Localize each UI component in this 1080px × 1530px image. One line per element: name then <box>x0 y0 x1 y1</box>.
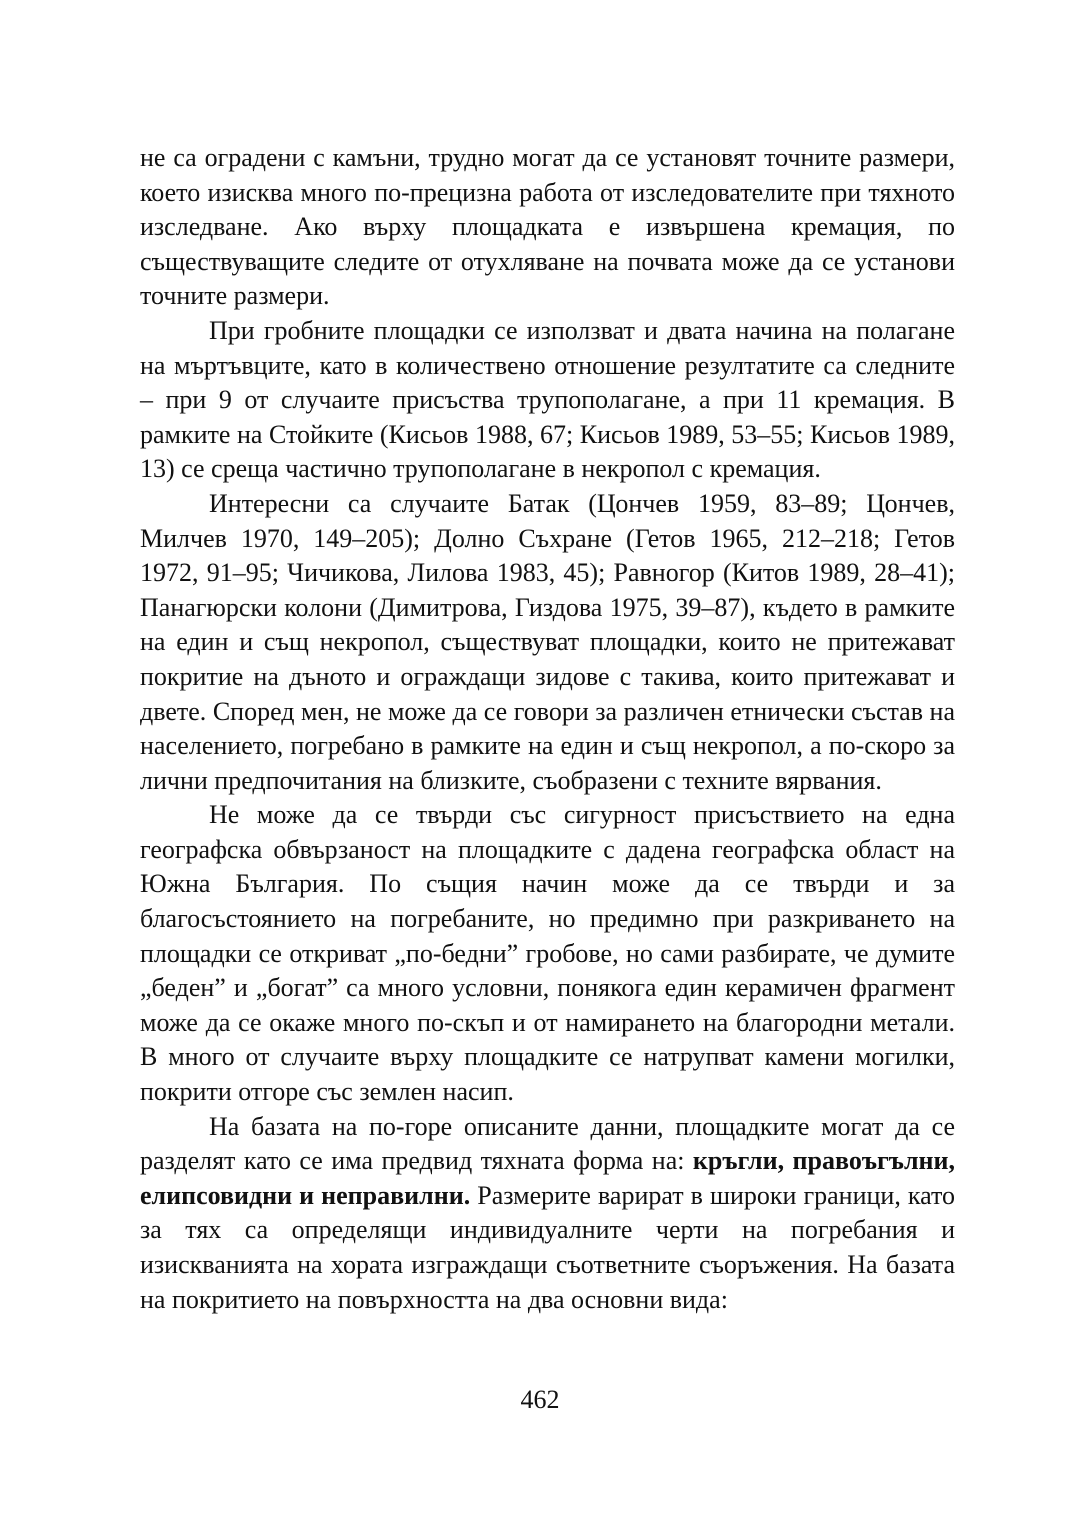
paragraph-5-intro: На базата на по-горе описаните данни, площадките могат да се разделят като се има предвид тяхната форма на: <box>140 1111 955 1176</box>
body-text <box>140 141 955 1317</box>
shape-types-bold: кръгли, правоъгълни, елипсовидни и неправилни. <box>140 1146 955 1210</box>
paragraph-1: не са оградени с камъни, трудно могат да се установят точните размери, което изисква много по-прецизна работа от изследователите при тяхното изследване. Ако върху площадката е извършена кремация, по съществуващите следите от отухляване на почвата може да се установи точните размери. <box>140 143 955 311</box>
paragraph-4: Не може да се твърди със сигурност присъствието на една географска обвързаност на площадките с дадена географска област на Южна България. По същия начин може да се твърди и за благосъстоянието на погребаните, но предимно при разкриването на площадки се откриват „по-бедни” гробове, но сами разбирате, че думите „беден” и „богат” са много условни, понякога един керамичен фрагмент може да се окаже много по-скъп и от намирането на благородни метали. В много от случаите върху площадките се натрупват камени могилки, покрити отгоре със землен насип. <box>140 800 955 1107</box>
page-number: 462 <box>520 1385 560 1414</box>
paragraph-5 <box>140 1110 955 1318</box>
paragraph-3: Интересни са случаите Батак (Цончев 1959, 83–89; Цончев, Милчев 1970, 149–205); Долно Съхране (Гетов 1965, 212–218; Гетов 1972, 91–95; Чичикова, Лилова 1983, 45); Равногор (Китов 1989, 28–41); Панагюрски колони (Димитрова, Гиздова 1975, 39–87), където в рамките на един и същ некропол, съществуват площадки, които не притежават покритие на дъното и ограждащи зидове с такива, които притежават и двете. Според мен, не може да се говори за различен етнически състав на населението, погребано в рамките на един и същ некропол, а по-скоро за лични предпочитания на близките, съобразени с техните вярвания. <box>140 488 955 795</box>
paragraph-5-continuation: Размерите варират в широки граници, като за тях са определящи индивидуалните черти на погребания и изискванията на хората изграждащи съответните съоръжения. На базата на покритието на повърхността на два основни вида: <box>140 1180 955 1314</box>
paragraph-2: При гробните площадки се използват и двата начина на полагане на мъртъвците, като в количествено отношение резултатите са следните – при 9 от случаите присъства трупополагане, а при 11 кремация. В рамките на Стойките (Кисьов 1988, 67; Кисьов 1989, 53–55; Кисьов 1989, 13) се среща частично трупополагане в некропол с кремация. <box>140 315 955 484</box>
